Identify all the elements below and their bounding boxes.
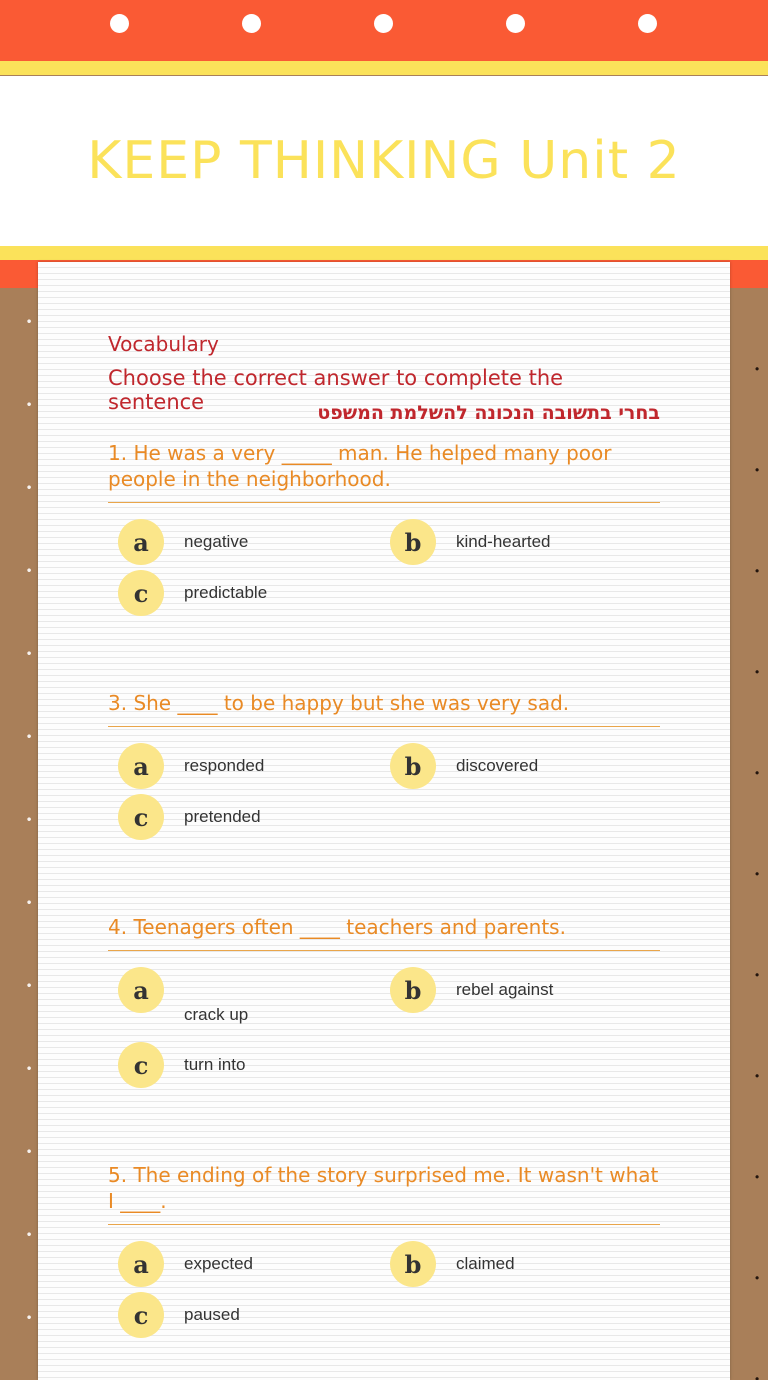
question-text: 1. He was a very _____ man. He helped many poor people in the neighborhood.	[108, 440, 660, 503]
question	[108, 690, 660, 837]
instruction: Choose the correct answer to complete the sentence	[108, 366, 564, 414]
question-text: 3. She ____ to be happy but she was very sad.	[108, 690, 660, 727]
divider	[0, 246, 768, 260]
option-text: rebel against	[456, 980, 554, 999]
option-text: claimed	[456, 1254, 515, 1273]
answer-option-b[interactable]	[380, 1241, 640, 1287]
option-text: turn into	[184, 1055, 246, 1074]
option-text: paused	[184, 1305, 240, 1324]
option-text: crack up	[184, 1005, 249, 1024]
option-badge: b	[390, 1241, 436, 1287]
binder-ring-icon	[110, 14, 129, 33]
question-text: 5. The ending of the story surprised me. It wasn't what I ____.	[108, 1162, 660, 1225]
option-badge: a	[118, 967, 164, 1013]
answer-option-a[interactable]	[108, 1241, 368, 1287]
option-badge: a	[118, 743, 164, 789]
question	[108, 440, 660, 613]
option-badge: a	[118, 519, 164, 565]
option-badge: a	[118, 1241, 164, 1287]
option-text: predictable	[184, 583, 268, 602]
option-badge: c	[118, 794, 164, 840]
option-text: expected	[184, 1254, 253, 1273]
option-badge: c	[118, 570, 164, 616]
answer-option-b[interactable]	[380, 519, 640, 565]
instruction-hebrew: בחרי בתשובה הנכונה להשלמת המשפט	[317, 402, 660, 424]
section-title: Vocabulary	[108, 332, 219, 356]
question	[108, 1162, 660, 1335]
answer-options	[108, 951, 660, 1080]
answer-option-b[interactable]	[380, 743, 640, 789]
answer-option-c[interactable]	[108, 1292, 368, 1338]
answer-option-c[interactable]	[108, 794, 368, 840]
option-badge: b	[390, 519, 436, 565]
option-badge: c	[118, 1292, 164, 1338]
divider	[0, 61, 768, 75]
question	[108, 914, 660, 1080]
option-badge: b	[390, 743, 436, 789]
option-text: negative	[184, 532, 249, 551]
header	[0, 76, 768, 246]
option-text: kind-hearted	[456, 532, 551, 551]
answer-option-c[interactable]	[108, 1042, 368, 1088]
top-banner	[0, 0, 768, 61]
question-text: 4. Teenagers often ____ teachers and parents.	[108, 914, 660, 951]
binder-ring-icon	[638, 14, 657, 33]
option-text: discovered	[456, 756, 539, 775]
option-badge: c	[118, 1042, 164, 1088]
binder-ring-icon	[506, 14, 525, 33]
answer-options	[108, 727, 660, 837]
answer-option-a[interactable]	[108, 743, 368, 789]
answer-option-a[interactable]	[108, 967, 368, 1024]
binder-ring-icon	[242, 14, 261, 33]
answer-option-b[interactable]	[380, 967, 640, 1013]
answer-options	[108, 1225, 660, 1335]
option-text: pretended	[184, 807, 261, 826]
page-title: KEEP THINKING Unit 2	[87, 131, 681, 191]
option-text: responded	[184, 756, 265, 775]
binder-ring-icon	[374, 14, 393, 33]
option-badge: b	[390, 967, 436, 1013]
worksheet-paper	[38, 262, 730, 1380]
answer-option-c[interactable]	[108, 570, 368, 616]
answer-options	[108, 503, 660, 613]
answer-option-a[interactable]	[108, 519, 368, 565]
